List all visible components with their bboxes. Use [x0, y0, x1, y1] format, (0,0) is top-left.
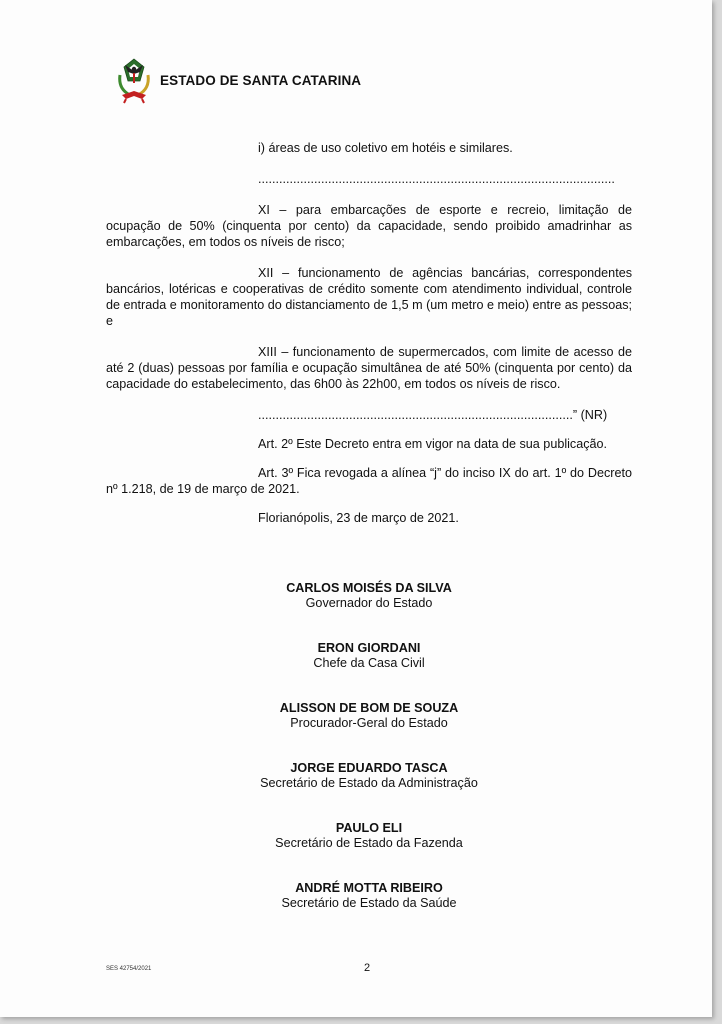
item-xiii-paragraph: XIII – funcionamento de supermercados, com limite de acesso de até 2 (duas) pessoas por família e ocupação simultânea de até 50% (cinquenta por cento) da capacidade do estabelecimento, das 6h00 às 22h00, em todos os níveis de risco. — [106, 345, 632, 391]
article-3-paragraph: Art. 3º Fica revogada a alínea “j” do inciso IX do art. 1º do Decreto nº 1.218, de 19 de março de 2021. — [106, 466, 632, 496]
place-date: Florianópolis, 23 de março de 2021. — [258, 511, 459, 525]
signatory-name: CARLOS MOISÉS DA SILVA — [286, 581, 452, 595]
signature — [106, 581, 632, 611]
signatory-name: JORGE EDUARDO TASCA — [290, 761, 448, 775]
santa-catarina-coat-of-arms-icon — [112, 55, 156, 105]
signature — [106, 821, 632, 851]
item-i-paragraph: i) áreas de uso coletivo em hotéis e similares. — [258, 141, 513, 155]
signatory-title: Secretário de Estado da Saúde — [281, 896, 457, 910]
ellipsis-line: ...................................................................................................... — [258, 172, 615, 186]
decree-body — [106, 140, 632, 526]
signatory-title: Chefe da Casa Civil — [313, 656, 425, 670]
item-xi-paragraph: XI – para embarcações de esporte e recreio, limitação de ocupação de 50% (cinquenta por cento) da capacidade, sendo proibido amadrinhar as embarcações, em todos os níveis de risco; — [106, 203, 632, 249]
signature — [106, 761, 632, 791]
signature — [106, 881, 632, 911]
article-2-paragraph: Art. 2º Este Decreto entra em vigor na data de sua publicação. — [258, 437, 608, 451]
page-number: 2 — [364, 962, 371, 974]
signatory-title: Procurador-Geral do Estado — [290, 716, 448, 730]
item-xii-paragraph: XII – funcionamento de agências bancárias, correspondentes bancários, lotéricas e cooperativas de crédito somente com atendimento individual, controle de entrada e monitoramento do distanciamento de 1,5 m (um metro e meio) entre as pessoas; e — [106, 266, 632, 328]
signature — [106, 701, 632, 731]
signatory-title: Governador do Estado — [305, 596, 433, 610]
signatory-title: Secretário de Estado da Fazenda — [275, 836, 463, 850]
state-name: ESTADO DE SANTA CATARINA — [160, 72, 362, 88]
signatory-name: ANDRÉ MOTTA RIBEIRO — [295, 881, 443, 895]
signatory-title: Secretário de Estado da Administração — [260, 776, 478, 790]
signatory-name: ALISSON DE BOM DE SOUZA — [279, 701, 459, 715]
ellipsis-nr-line: ..........................................................................................” (NR) — [258, 408, 608, 422]
document-header — [112, 55, 361, 105]
signature — [106, 641, 632, 671]
signatory-name: PAULO ELI — [335, 821, 403, 835]
signatory-name: ERON GIORDANI — [317, 641, 421, 655]
footer-reference: SES 42754/2021 — [106, 966, 152, 972]
signature-block — [106, 581, 632, 941]
